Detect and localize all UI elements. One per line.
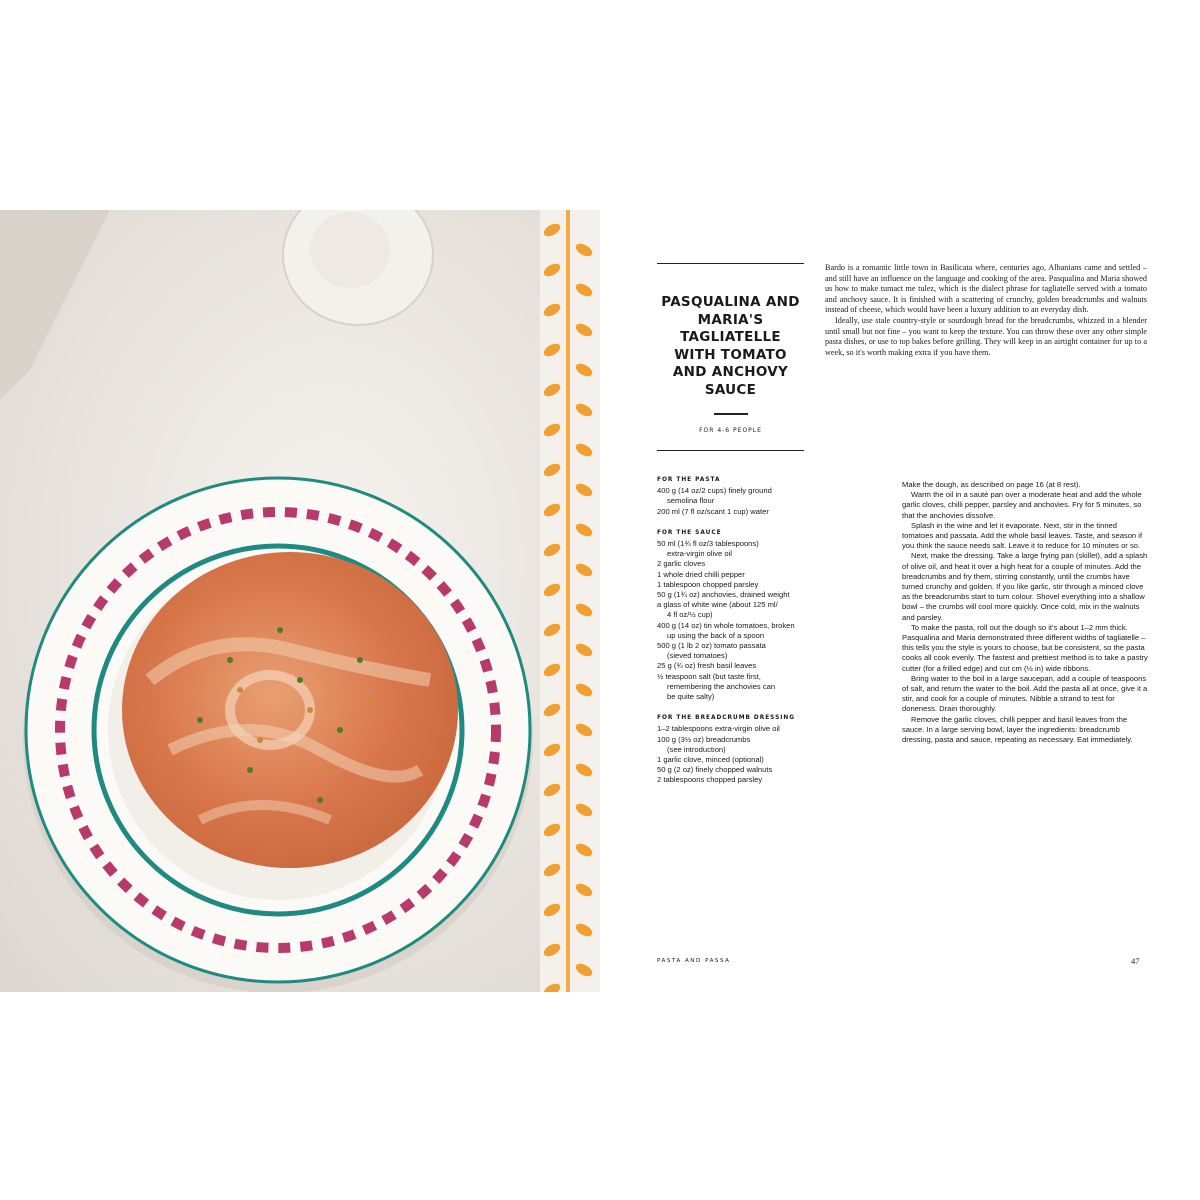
intro-paragraph: Ideally, use stale country-style or sourdough bread for the breadcrumbs, whizzed in a blender until small but not fine – you want to keep the texture. You can throw these over any other simple pasta dishes, or use to top bakes before grilling. They will keep in an airtight container for up to a week, so it's worth making extra if you have them. (825, 315, 1147, 357)
ingredient-line: 2 garlic cloves (657, 559, 706, 569)
ingredient-line: 25 g (¾ oz) fresh basil leaves (657, 661, 757, 671)
ingredient-section (657, 475, 862, 517)
ingredient-line: semolina flour (667, 496, 715, 506)
ingredient-heading: FOR THE PASTA (657, 477, 721, 483)
ingredient-line: 400 g (14 oz/2 cups) finely ground (657, 486, 772, 496)
ingredient-line: 400 g (14 oz) tin whole tomatoes, broken (657, 620, 795, 630)
page-number: 47 (1131, 956, 1140, 966)
pasta-plate-photo (0, 210, 600, 992)
cookbook-spread (0, 210, 1200, 992)
intro-paragraph: Bardo is a romantic little town in Basilicata where, centuries ago, Albanians came and settled – and still have an influence on the language and cooking of the area. Pasqualina and Maria showed us how to make tumact me tulez, which is the dialect phrase for tagliatelle served with a tomato and anchovy sauce. It is finished with a scattering of crunchy, golden breadcrumbs and walnuts instead of cheese, which would have been a luxury addition to an everyday dish. (825, 263, 1147, 315)
method-steps (902, 480, 1148, 745)
method-step: Next, make the dressing. Take a large frying pan (skillet), add a splash of olive oil, and heat it over a high heat for a couple of minutes. Add the breadcrumbs and fry them, stirring constantly, until the crumbs have turned crunchy and golden. If you like garlic, stir through a minced clove as the breadcrumbs start to turn colour. Shovel everything into a shallow bowl – the crumbs will cool more quickly. Once cold, mix in the walnuts and parsley. (902, 551, 1148, 622)
ingredient-section (657, 528, 862, 702)
method-step: Splash in the wine and let it evaporate. Next, stir in the tinned tomatoes and passata. Add the whole basil leaves. Taste, and season if you think the sauce needs salt. Leave it to reduce for 10 minutes or so. (902, 520, 1143, 551)
method-step: Bring water to the boil in a large saucepan, add a couple of teaspoons of salt, and return the water to the boil. Add the pasta all at once, give it a stir, and cook for a couple of minutes. Nibble a strand to test for doneness. Drain thoroughly. (902, 673, 1148, 714)
ingredient-line: 1 garlic clove, minced (optional) (657, 755, 764, 765)
method-step: Make the dough, as described on page 16 (at 8 rest). (902, 480, 1081, 489)
serves-label: FOR 4-6 PEOPLE (699, 426, 762, 434)
ingredient-line: a glass of white wine (about 125 ml/ (657, 600, 778, 610)
ingredient-line: 4 fl oz/½ cup) (667, 610, 713, 620)
ingredient-line: be quite salty) (667, 692, 715, 702)
ingredient-line: 1–2 tablespoons extra-virgin olive oil (657, 724, 780, 734)
ingredient-line: 100 g (3½ oz) breadcrumbs (657, 734, 751, 744)
ingredient-line: 50 ml (1¾ fl oz/3 tablespoons) (657, 539, 759, 549)
ingredients-list (657, 475, 862, 797)
ingredient-line: (sieved tomatoes) (667, 651, 728, 661)
method-step: Warm the oil in a sauté pan over a moderate heat and add the whole garlic cloves, chilli pepper, parsley and anchovies. Fry for 5 minutes, so that the anchovies dissolve. (902, 490, 1142, 520)
recipe-page (600, 210, 1200, 992)
section-footer: PASTA AND PASSA (657, 958, 731, 964)
recipe-intro (825, 263, 1147, 358)
ingredient-line: (see introduction) (667, 744, 726, 754)
ingredient-line: 2 tablespoons chopped parsley (657, 775, 763, 785)
ingredient-line: remembering the anchovies can (667, 681, 776, 691)
ingredient-line: up using the back of a spoon (667, 630, 765, 640)
ingredient-line: 200 ml (7 fl oz/scant 1 cup) water (657, 506, 769, 516)
tagliatelle (122, 552, 458, 868)
ingredient-line: 1 tablespoon chopped parsley (657, 579, 759, 589)
method-step: To make the pasta, roll out the dough so it's about 1–2 mm thick. Pasqualina and Maria demonstrated three different widths of tagliatelle – this tells you the style is yours to choose, but be consistent, so the pasta cooks all cook evenly. The fastest and prettiest method is to take a pastry cutter (for a frilled edge) and cut cm (½ in) wide ribbons. (902, 622, 1148, 673)
ingredient-line: ½ teaspoon salt (but taste first, (657, 671, 761, 681)
method-step: Remove the garlic cloves, chilli pepper and basil leaves from the sauce. In a large serving bowl, layer the ingredients: breadcrumb dressing, pasta and sauce, repeating as necessary. Eat immediately. (902, 714, 1133, 745)
ingredient-line: 1 whole dried chilli pepper (657, 569, 745, 579)
ingredient-heading: FOR THE SAUCE (657, 529, 722, 536)
title-block (657, 263, 804, 451)
title-divider (714, 413, 748, 415)
recipe-title: PASQUALINA AND MARIA'S TAGLIATELLE WITH TOMATO AND ANCHOVY SAUCE (661, 294, 800, 398)
ingredient-line: 500 g (1 lb 2 oz) tomato passata (657, 641, 766, 651)
ingredient-line: 50 g (2 oz) finely chopped walnuts (657, 765, 773, 775)
ingredient-line: extra-virgin olive oil (667, 549, 732, 559)
ingredient-heading: FOR THE BREADCRUMB DRESSING (657, 715, 796, 722)
ingredient-line: 50 g (1¾ oz) anchovies, drained weight (657, 590, 790, 600)
ingredient-section (657, 713, 862, 785)
